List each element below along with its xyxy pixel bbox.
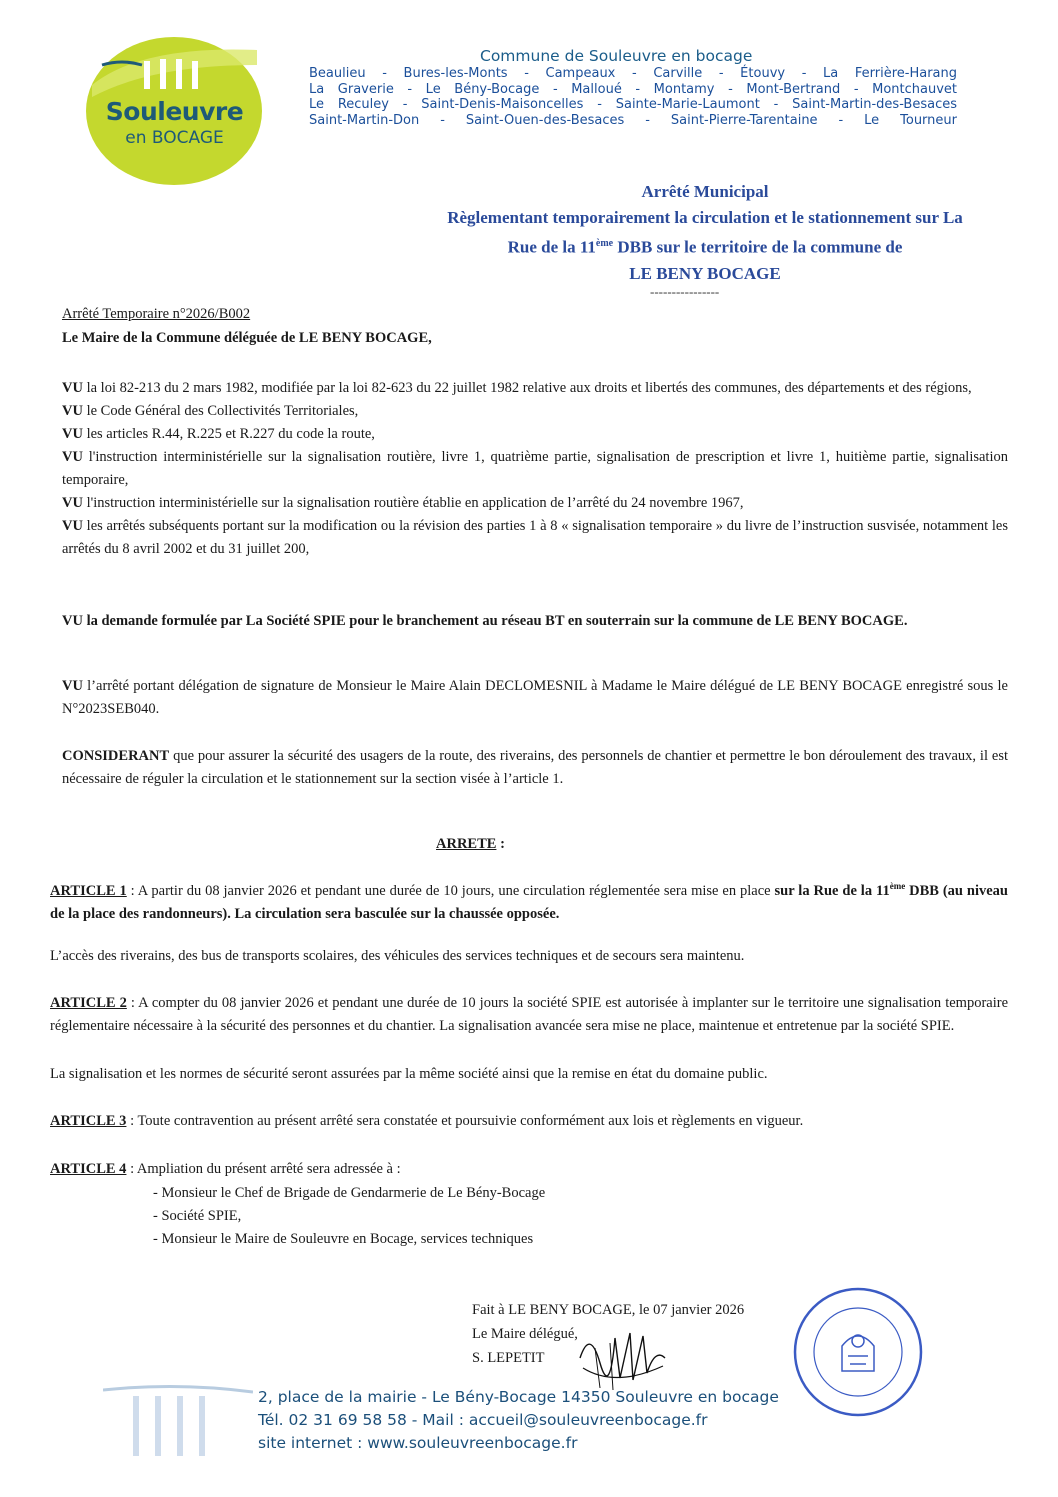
title-line1: Arrêté Municipal	[641, 182, 769, 201]
list-item: - Monsieur le Chef de Brigade de Gendarmerie de Le Bény-Bocage	[153, 1185, 546, 1201]
document-title	[390, 179, 1020, 287]
village-list	[309, 66, 957, 128]
vu-item: VU l'instruction interministérielle sur la signalisation routière, livre 1, quatrième partie, signalisation de prescription et livre 1, huitième partie, signalisation temporaire,	[62, 449, 1008, 488]
acces-paragraph: L’accès des riverains, des bus de transports scolaires, des véhicules des services techniques et de secours sera maintenu.	[50, 948, 745, 964]
recipient-list	[153, 1182, 545, 1251]
commune-stamp	[792, 1286, 925, 1419]
vu-item: VU le Code Général des Collectivités Territoriales,	[62, 403, 359, 419]
title-line3-pre: Rue de la 11	[507, 237, 596, 257]
footer-phone-mail: Tél. 02 31 69 58 58 - Mail : accueil@souleuvreenbocage.fr	[258, 1411, 708, 1429]
village-line: Le Reculey - Saint-Denis-Maisoncelles - Sainte-Marie-Laumont - Saint-Martin-des-Besaces	[309, 97, 957, 113]
title-separator: ----------------	[650, 284, 720, 299]
list-item: - Monsieur le Maire de Souleuvre en Bocage, services techniques	[153, 1231, 534, 1247]
footer-decoration	[103, 1382, 253, 1462]
arrete-heading: ARRETE :	[436, 836, 505, 852]
signature-name: S. LEPETIT	[472, 1350, 545, 1366]
title-line3	[390, 231, 1020, 261]
logo-name-line1: Souleuvre	[105, 97, 244, 126]
title-line4: LE BENY BOCAGE	[629, 263, 781, 283]
commune-logo	[82, 25, 267, 187]
vu-item: VU la loi 82-213 du 2 mars 1982, modifiée par la loi 82-623 du 22 juillet 1982 relative aux droits et libertés des communes, des départements et des régions,	[62, 380, 972, 396]
vu-list	[62, 377, 1008, 561]
logo-name-line2: en BOCAGE	[125, 128, 224, 148]
commune-title: Commune de Souleuvre en bocage	[480, 47, 753, 65]
vu-item: VU les articles R.44, R.225 et R.227 du code la route,	[62, 426, 375, 442]
footer-website: site internet : www.souleuvreenbocage.fr	[258, 1434, 578, 1452]
signature-place-date: Fait à LE BENY BOCAGE, le 07 janvier 2026	[472, 1302, 745, 1318]
article-2-continued: La signalisation et les normes de sécurité seront assurées par la même société ainsi que la remise en état du domaine public.	[50, 1066, 768, 1082]
title-line2: Règlementant temporairement la circulation et le stationnement sur La	[447, 208, 963, 227]
maire-line: Le Maire de la Commune déléguée de LE BENY BOCAGE,	[62, 330, 432, 346]
article-1: ARTICLE 1 : A partir du 08 janvier 2026 et pendant une durée de 10 jours, une circulation réglementée sera mise en place sur la Rue de la 11ème DBB (au niveau de la place des randonneurs). La circulation sera basculée sur la chaussée opposée.	[50, 881, 1008, 922]
article-2: ARTICLE 2 : A compter du 08 janvier 2026 et pendant une durée de 10 jours la société SPIE est autorisée à implanter sur le territoire une signalisation temporaire réglementaire nécessaire à la sécurité des personnes et du chantier. La signalisation avancée sera mise ne place, maintenue et entretenue par la société SPIE.	[50, 995, 1009, 1034]
article-4: ARTICLE 4 : Ampliation du présent arrêté sera adressée à :	[50, 1161, 401, 1177]
title-line3-sup: ème	[595, 238, 614, 249]
village-line: Saint-Martin-Don - Saint-Ouen-des-Besaces - Saint-Pierre-Tarentaine - Le Tourneur	[309, 112, 957, 128]
vu-item: VU les arrêtés subséquents portant sur la modification ou la révision des parties 1 à 8 « signalisation temporaire » du livre de l’instruction susvisée, notamment les arrêtés du 8 avril 2002 et du 31 juillet 200,	[62, 518, 1008, 557]
signature-role: Le Maire délégué,	[472, 1326, 578, 1342]
village-line: Beaulieu - Bures-les-Monts - Campeaux - Carville - Étouvy - La Ferrière-Harang	[309, 66, 957, 81]
vu-delegation: VU l’arrêté portant délégation de signature de Monsieur le Maire Alain DECLOMESNIL à Madame le Maire délégué de LE BENY BOCAGE enregistré sous le N°2023SEB040.	[62, 678, 1008, 717]
considerant: CONSIDERANT que pour assurer la sécurité des usagers de la route, des riverains, des personnels de chantier et permettre le bon déroulement des travaux, il est nécessaire de réguler la circulation et le stationnement sur la section visée à l’article 1.	[62, 748, 1008, 787]
vu-demande: VU la demande formulée par La Société SPIE pour le branchement au réseau BT en souterrain sur la commune de LE BENY BOCAGE.	[62, 613, 908, 629]
list-item: - Société SPIE,	[153, 1208, 242, 1224]
village-line: La Graverie - Le Bény-Bocage - Malloué - Montamy - Mont-Bertrand - Montchauvet	[309, 81, 957, 97]
arrete-reference: Arrêté Temporaire n°2026/B002	[62, 306, 251, 322]
footer-contact	[258, 1386, 779, 1455]
title-line3-post: DBB sur le territoire de la commune de	[613, 237, 903, 257]
footer-address: 2, place de la mairie - Le Bény-Bocage 14350 Souleuvre en bocage	[258, 1388, 779, 1406]
vu-item: VU l'instruction interministérielle sur la signalisation routière établie en application de l’arrêté du 24 novembre 1967,	[62, 495, 744, 511]
article-3: ARTICLE 3 : Toute contravention au présent arrêté sera constatée et poursuivie conformément aux lois et règlements en vigueur.	[50, 1113, 804, 1129]
